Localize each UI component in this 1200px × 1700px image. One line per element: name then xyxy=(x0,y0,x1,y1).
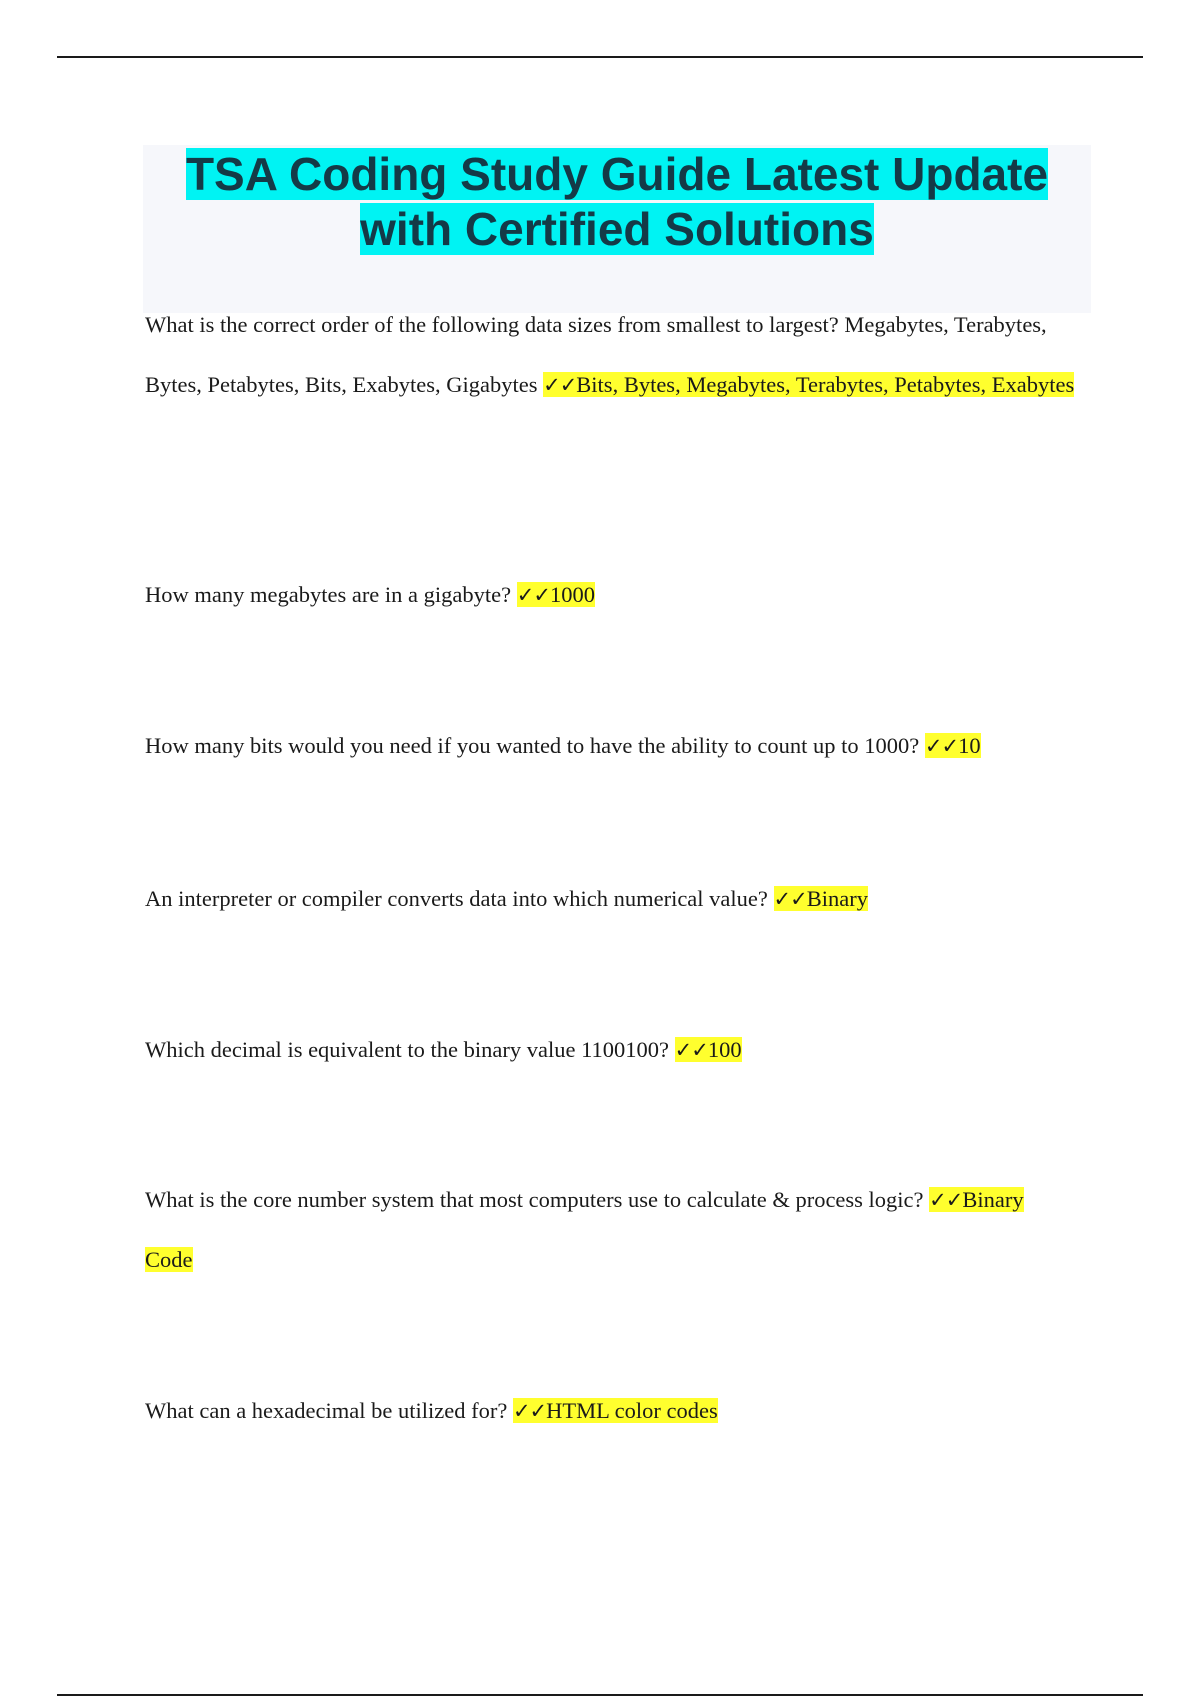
answer-highlight xyxy=(517,582,595,607)
qa-item-1 xyxy=(145,295,1075,415)
bottom-rule xyxy=(57,1694,1143,1696)
double-check-icon: ✓✓ xyxy=(674,1038,708,1062)
answer-highlight xyxy=(675,1037,742,1062)
answer-text: Binary xyxy=(806,886,868,911)
double-check-icon: ✓✓ xyxy=(512,1399,547,1423)
answer-text: 1000 xyxy=(549,582,595,607)
double-check-icon: ✓✓ xyxy=(929,1188,963,1212)
double-check-icon: ✓✓ xyxy=(773,887,807,911)
answer-highlight xyxy=(543,372,1074,397)
question-text: Which decimal is equivalent to the binary value 1100100? xyxy=(145,1037,670,1062)
question-text: What can a hexadecimal be utilized for? xyxy=(145,1398,508,1423)
qa-item-7 xyxy=(145,1381,1075,1441)
answer-text: Binary Code xyxy=(145,1187,1024,1272)
title-banner xyxy=(143,145,1091,313)
answer-text: Bits, Bytes, Megabytes, Terabytes, Petabytes, Exabytes xyxy=(576,372,1075,397)
qa-item-3 xyxy=(145,716,1075,776)
answer-text: HTML color codes xyxy=(546,1398,718,1423)
answer-highlight xyxy=(774,886,868,911)
answer-highlight xyxy=(925,733,981,758)
qa-item-6 xyxy=(145,1170,1075,1290)
qa-item-2 xyxy=(145,565,1075,625)
double-check-icon: ✓✓ xyxy=(516,583,550,607)
question-text: An interpreter or compiler converts data into which numerical value? xyxy=(145,886,768,911)
top-rule xyxy=(57,56,1143,58)
page-title xyxy=(143,145,1091,257)
question-text: How many megabytes are in a gigabyte? xyxy=(145,582,512,607)
double-check-icon: ✓✓ xyxy=(924,734,959,758)
double-check-icon: ✓✓ xyxy=(543,373,577,397)
title-line-2: with Certified Solutions xyxy=(360,203,874,255)
title-line-1: TSA Coding Study Guide Latest Update xyxy=(185,148,1049,200)
answer-highlight xyxy=(513,1398,718,1423)
qa-item-5 xyxy=(145,1020,1075,1080)
question-text: How many bits would you need if you wanted to have the ability to count up to 1000? xyxy=(145,733,920,758)
answer-text: 100 xyxy=(707,1037,742,1062)
question-text: What is the core number system that most computers use to calculate & process logic? xyxy=(145,1187,924,1212)
qa-item-4 xyxy=(145,869,1075,929)
answer-text: 10 xyxy=(958,733,981,758)
question-text: What is the correct order of the following data sizes from smallest to largest? Megabytes, Terabytes, Bytes, Petabytes, Bits, Exabytes, Gigabytes xyxy=(145,312,1047,397)
